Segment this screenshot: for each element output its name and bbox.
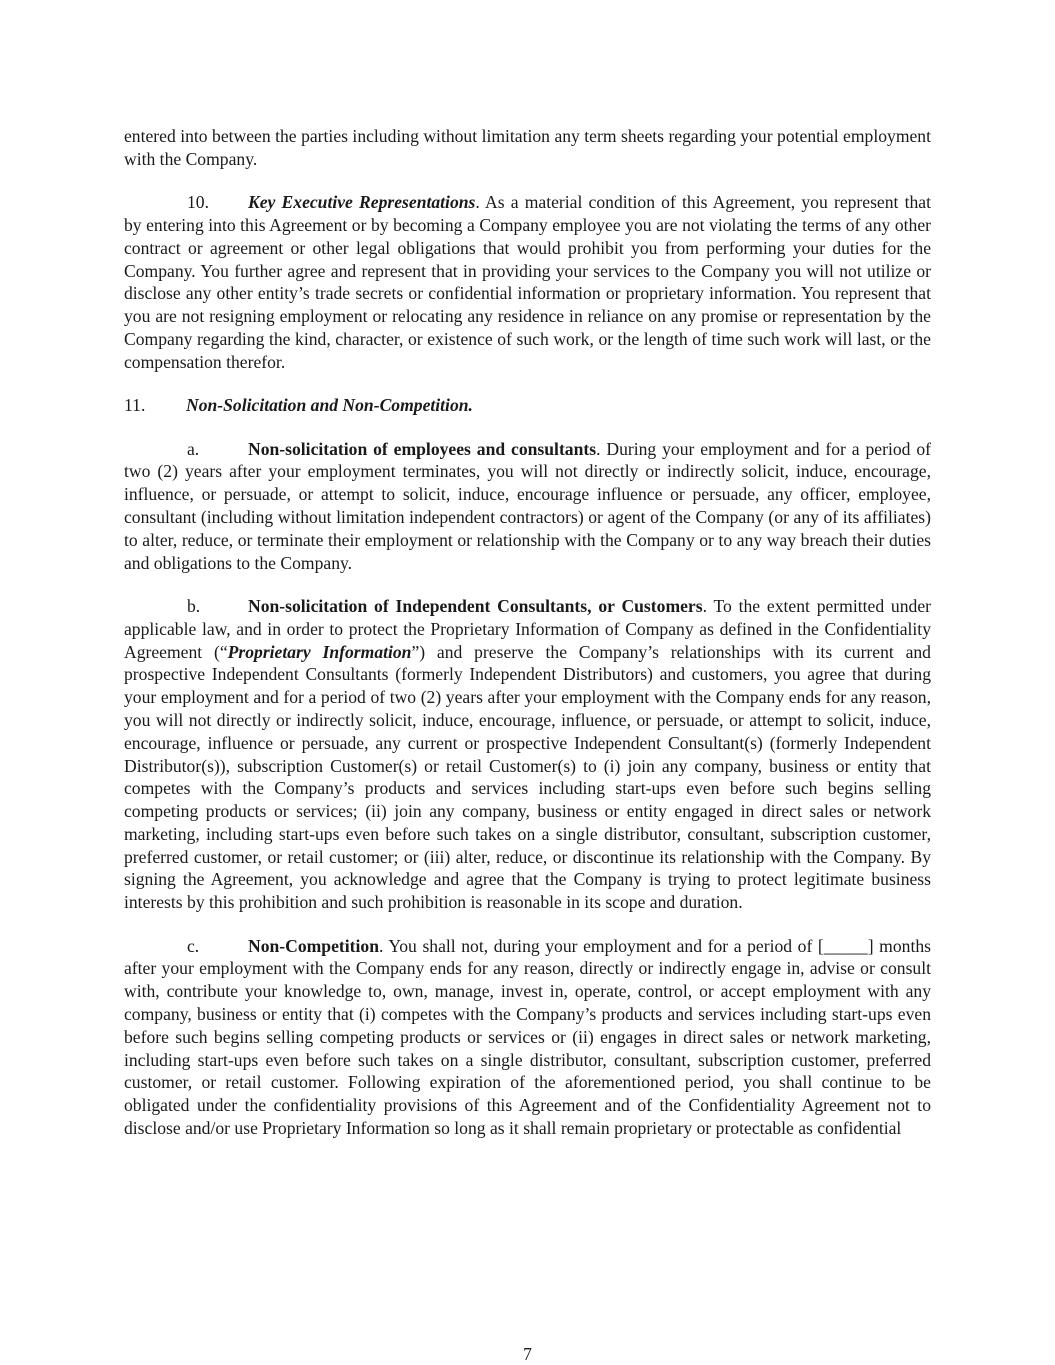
continuation-paragraph	[124, 125, 931, 171]
document-body	[124, 125, 931, 1160]
subsection-c-title: Non-Competition	[248, 935, 379, 956]
section-11-title: Non-Solicitation and Non-Competition.	[186, 395, 473, 416]
section-10-title: Key Executive Representations	[248, 192, 476, 213]
subsection-b-body-after: ”) and preserve the Company’s relationships with its current and prospective Independent Consultants (formerly Independent Distributors) and customers, you agree that during your employment and for a period of two (2) years after your employment with the Company ends for any reason, you will not directly or indirectly solicit, induce, encourage, influence, or persuade, or attempt to solicit, induce, encourage, influence or persuade, any current or prospective Independent Consultant(s) (formerly Independent Distributor(s)), subscription Customer(s) or retail Customer(s) to (i) join any company, business or entity that competes with the Company’s products and services including start-ups even before such begins selling competing products or services; (ii) join any company, business or entity engaged in direct sales or network marketing, including start-ups even before such takes on a single distributor, consultant, subscription customer, preferred customer, or retail customer; or (iii) alter, reduce, or discontinue its relationship with the Company. By signing the Agreement, you acknowledge and agree that the Company is trying to protect legitimate business interests by this prohibition and such prohibition is reasonable in its scope and duration.	[124, 641, 931, 913]
subsection-a-title: Non-solicitation of employees and consultants	[248, 438, 597, 459]
subsection-b-title: Non-solicitation of Independent Consultants, or Customers	[248, 595, 703, 616]
subsection-b-defined-term: Proprietary Information	[227, 641, 412, 662]
section-11-heading	[124, 394, 931, 417]
section-10-paragraph	[124, 191, 931, 373]
subsection-a-label: a.	[187, 438, 200, 459]
subsection-a-paragraph	[124, 438, 931, 575]
subsection-b-label: b.	[187, 595, 201, 616]
section-10-number: 10.	[187, 192, 209, 213]
subsection-a-body: . During your employment and for a period of two (2) years after your employment terminates, you will not directly or indirectly solicit, induce, encourage, influence, or persuade, or attempt to solicit, induce, encourage influence or persuade, any officer, employee, consultant (including without limitation independent contractors) or agent of the Company (or any of its affiliates) to alter, reduce, or terminate their employment or relationship with the Company or to any way breach their duties and obligations to the Company.	[124, 438, 931, 573]
continuation-text: entered into between the parties including without limitation any term sheets regarding your potential employment with the Company.	[124, 126, 931, 169]
section-10-body: As a material condition of this Agreement, you represent that by entering into this Agreement or by becoming a Company employee you are not violating the terms of any other contract or agreement or other legal obligations that would prohibit you from performing your duties for the Company. You further agree and represent that in providing your services to the Company you will not utilize or disclose any other entity’s trade secrets or confidential information or proprietary information. You represent that you are not resigning employment or relocating any residence in reliance on any promise or representation by the Company regarding the kind, character, or existence of such work, or the length of time such work will last, or the compensation therefor.	[124, 192, 931, 372]
subsection-b-body-before: . To the extent permitted under applicable law, and in order to protect the Proprietary Information of Company as defined in the Confidentiality Agreement (“	[124, 595, 931, 662]
subsection-c-label: c.	[187, 935, 200, 956]
section-10-title-punct: .	[475, 192, 480, 213]
subsection-c-paragraph	[124, 935, 931, 1140]
section-11-number: 11.	[124, 395, 146, 416]
subsection-b-paragraph	[124, 595, 931, 914]
subsection-c-body: . You shall not, during your employment and for a period of [_____] months after your employment with the Company ends for any reason, directly or indirectly engage in, advise or consult with, contribute your knowledge to, own, manage, invest in, operate, control, or accept employment with any company, business or entity that (i) competes with the Company’s products and services including start-ups even before such begins selling competing products or services or (ii) engages in direct sales or network marketing, including start-ups even before such takes on a single distributor, consultant, subscription customer, preferred customer, or retail customer. Following expiration of the aforementioned period, you shall continue to be obligated under the confidentiality provisions of this Agreement and of the Confidentiality Agreement not to disclose and/or use Proprietary Information so long as it shall remain proprietary or protectable as confidential	[124, 935, 931, 1139]
page-number: 7	[523, 1344, 532, 1364]
